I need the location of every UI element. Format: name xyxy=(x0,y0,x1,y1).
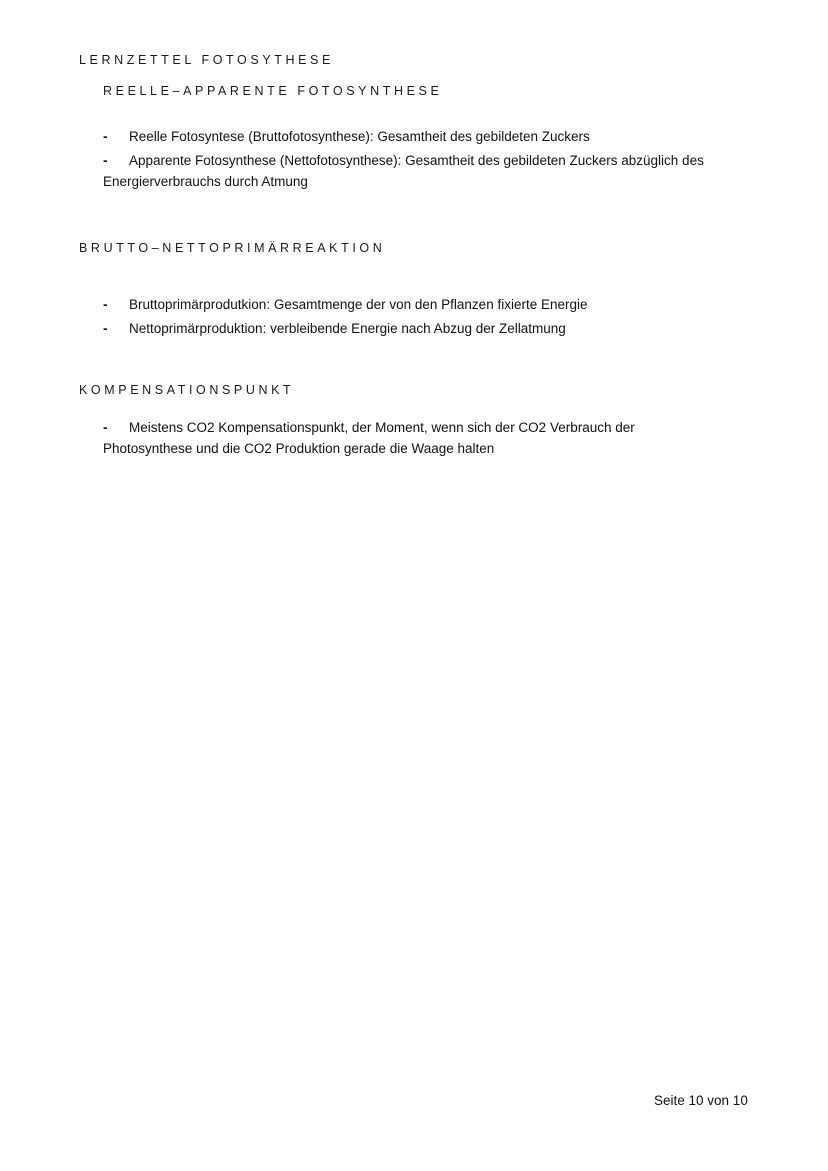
list-item xyxy=(103,126,590,147)
list-item-text-continued: Photosynthese und die CO2 Produktion gerade die Waage halten xyxy=(103,441,495,456)
list-item-text-continued: Energierverbrauchs durch Atmung xyxy=(103,174,308,189)
dash-bullet: - xyxy=(103,420,108,435)
dash-bullet: - xyxy=(103,321,108,336)
list-item-text: Nettoprimärproduktion: verbleibende Energie nach Abzug der Zellatmung xyxy=(129,321,566,336)
section-heading-kompensationspunkt: KOMPENSATIONSPUNKT xyxy=(79,383,295,397)
list-item-text: Bruttoprimärprodutkion: Gesamtmenge der von den Pflanzen fixierte Energie xyxy=(129,297,588,312)
dash-bullet: - xyxy=(103,297,108,312)
dash-bullet: - xyxy=(103,153,108,168)
list-item xyxy=(103,417,635,459)
list-item xyxy=(103,294,588,315)
list-item-text: Apparente Fotosynthese (Nettofotosynthese): Gesamtheit des gebildeten Zuckers abzüglich des xyxy=(129,153,704,168)
section-heading-brutto-netto: BRUTTO–NETTOPRIMÄRREAKTION xyxy=(79,241,386,255)
dash-bullet: - xyxy=(103,129,108,144)
list-item xyxy=(103,318,566,339)
document-title: LERNZETTEL FOTOSYTHESE xyxy=(79,53,334,67)
list-item xyxy=(103,150,704,192)
list-item-text: Reelle Fotosyntese (Bruttofotosynthese): Gesamtheit des gebildeten Zuckers xyxy=(129,129,590,144)
page-number: Seite 10 von 10 xyxy=(654,1093,748,1108)
section-heading-reelle-apparente: REELLE–APPARENTE FOTOSYNTHESE xyxy=(103,84,443,98)
list-item-text: Meistens CO2 Kompensationspunkt, der Moment, wenn sich der CO2 Verbrauch der xyxy=(129,420,635,435)
